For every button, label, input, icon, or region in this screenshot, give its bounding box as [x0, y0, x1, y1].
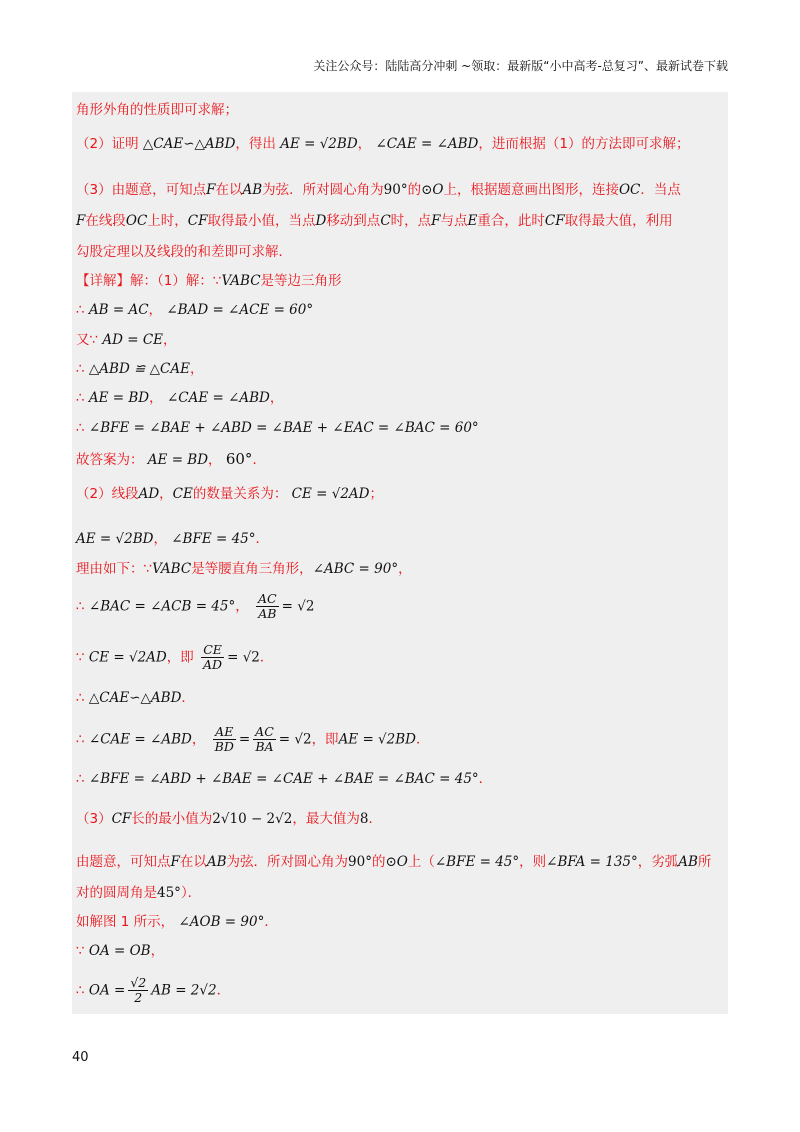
math: C: [380, 213, 391, 229]
math: AD = CE: [102, 332, 164, 348]
math: AE = BD: [147, 452, 209, 468]
text: 长的最小值为: [131, 811, 213, 827]
text: 又∵: [76, 332, 99, 348]
text: ．: [478, 771, 493, 787]
math: ∠AOB = 90°: [178, 914, 265, 930]
text: 的数量关系为：: [192, 486, 288, 502]
text: 取得最大值，利用: [564, 213, 673, 229]
text: 在线段: [85, 213, 126, 229]
math: CE = √2AD: [291, 486, 370, 502]
text: ，: [163, 332, 177, 348]
math: ∠CAE = ∠ABD: [88, 731, 192, 748]
math: F: [170, 854, 180, 870]
math: AD: [138, 486, 160, 502]
text: ∵: [143, 561, 153, 577]
math: 8: [359, 811, 369, 827]
math: ⊙O: [385, 854, 408, 870]
text: 取得最小值，当点: [207, 213, 316, 229]
text-line: [76, 301, 313, 319]
text-line: [76, 725, 430, 754]
math: ∠BFE = 45°: [434, 854, 520, 870]
text: ，即: [166, 649, 194, 666]
text: 所: [697, 854, 712, 870]
text: ，: [189, 361, 204, 377]
math: ∠CAE = ∠ABD: [375, 136, 479, 152]
text: ．: [259, 649, 274, 666]
text-line: [76, 643, 273, 672]
math: ∠CAE = ∠ABD: [166, 390, 270, 406]
math: ∠BAC = ∠ACB = 45°: [88, 598, 236, 615]
text: 在以: [179, 854, 207, 870]
text: ，: [153, 531, 167, 547]
math: OA = OB: [88, 943, 151, 959]
text-line: [76, 450, 266, 469]
text: 时，点: [390, 213, 432, 229]
text: 为弦．所对圆心角为: [226, 854, 349, 870]
text: （2）线段: [76, 486, 139, 502]
text: ．当点: [640, 182, 681, 198]
text: ∴: [76, 390, 85, 406]
math: VABC: [152, 561, 192, 577]
text-line: [76, 485, 383, 503]
text: ．: [255, 531, 270, 547]
text-line: [76, 913, 278, 931]
text: ，最大值为: [292, 811, 360, 827]
text: ，: [357, 136, 372, 152]
text: ，: [208, 452, 222, 468]
math: ∠BFE = ∠BAE + ∠ABD = ∠BAE + ∠EAC = ∠BAC = 60°: [88, 420, 479, 436]
denominator: BD: [214, 739, 234, 754]
text-line: [76, 419, 479, 437]
math: AE = BD: [88, 390, 150, 406]
math: CF: [187, 213, 208, 229]
math: 60°: [225, 450, 253, 468]
math: ∠BAD = ∠ACE = 60°: [166, 302, 314, 318]
numerator: AC: [255, 724, 274, 739]
math: AE = √2BD: [280, 136, 358, 152]
text: ．: [252, 452, 266, 468]
numerator: √2: [130, 975, 147, 990]
math: ∠ABC = 90°: [312, 561, 399, 577]
text-line: [76, 212, 673, 230]
math: ∠BFA = 135°: [546, 854, 638, 870]
math: F: [76, 213, 86, 229]
text-line: [76, 389, 283, 407]
text: ，: [191, 731, 206, 748]
fraction: [253, 725, 276, 754]
fraction: [256, 592, 279, 621]
text: ∴: [76, 598, 85, 615]
math: = √2: [278, 731, 312, 748]
denominator: AD: [203, 657, 223, 672]
math: = √2: [227, 649, 260, 666]
text: 的: [371, 854, 386, 870]
text: 重合，此时: [477, 213, 545, 229]
text: （3）: [76, 811, 112, 827]
text: ，即: [311, 731, 339, 748]
text: ，: [269, 390, 284, 406]
text: ，进而根据（1）的方法即可求解；: [478, 136, 690, 152]
text: 是等边三角形: [260, 273, 342, 289]
text: ．: [368, 811, 382, 827]
text: 对的圆周角是: [76, 885, 157, 901]
math: △CAE∽△ABD: [142, 136, 236, 152]
page-header: 关注公众号：陆陆高分冲刺 ~领取：最新版“小中高考-总复习”、最新试卷下载: [313, 59, 728, 73]
text-line: [76, 810, 382, 828]
math: AE = √2BD: [76, 531, 154, 547]
text: ．: [416, 731, 430, 748]
text: ∴: [76, 302, 85, 318]
math: AB = AC: [88, 302, 149, 318]
math: AE = √2BD: [338, 731, 416, 748]
text: ∵: [76, 649, 85, 666]
math: AB = 2√2: [151, 982, 217, 999]
text: ，: [149, 390, 163, 406]
math: CF: [111, 811, 132, 827]
text: 移动到点: [326, 213, 381, 229]
fraction: [213, 725, 236, 754]
math: ⊙O: [421, 182, 444, 198]
math: OC: [618, 182, 641, 198]
text: 在以: [215, 182, 243, 198]
math: =: [238, 731, 251, 748]
text: 勾股定理以及线段的和差即可求解．: [76, 244, 292, 260]
text-line: [76, 689, 195, 707]
denominator: BA: [255, 739, 274, 754]
text: ）．: [180, 885, 202, 901]
math: 45°: [157, 885, 181, 901]
math: △CAE∽△ABD: [88, 690, 182, 706]
math: VABC: [221, 273, 261, 289]
math: ∠BFE = 45°: [171, 531, 256, 547]
text: 为弦．所对圆心角为: [262, 182, 384, 198]
text-line: [76, 770, 492, 788]
denominator: 2: [134, 990, 143, 1005]
math: OA =: [88, 982, 126, 999]
math: △ABD ≌ △CAE: [88, 361, 190, 377]
text: 上（: [407, 854, 435, 870]
text: ，: [148, 302, 163, 318]
numerator: AC: [258, 591, 277, 606]
text: ∴: [76, 420, 85, 436]
math: OC: [125, 213, 148, 229]
text-line: [76, 592, 314, 621]
text-line: [76, 976, 230, 1005]
text-line: [76, 243, 292, 261]
text-line: [76, 884, 201, 902]
math: F: [206, 182, 216, 198]
text: 上，根据题意画出图形，连接: [443, 182, 619, 198]
text: ．: [181, 690, 195, 706]
text-line: [76, 560, 412, 578]
math: ∠BFE = ∠ABD + ∠BAE = ∠CAE + ∠BAE = ∠BAC = 45°: [88, 771, 479, 787]
denominator: AB: [258, 606, 277, 621]
text: ∴: [76, 731, 85, 748]
text: ∴: [76, 361, 85, 377]
text: 理由如下：: [76, 561, 144, 577]
math: = √2: [281, 598, 315, 615]
math: AB: [206, 854, 227, 870]
math: 90°: [383, 182, 408, 198]
math: AB: [678, 854, 698, 870]
text-line: [76, 135, 689, 153]
text-line: [76, 853, 711, 871]
text: ，劣弧: [637, 854, 679, 870]
text: ．: [264, 914, 278, 930]
math: CE: [172, 486, 193, 502]
text: （3）由题意，可知点: [76, 182, 207, 198]
solution-panel: [72, 92, 728, 1014]
text: ∵: [212, 273, 222, 289]
text-line: [76, 530, 269, 548]
math: 2√10 − 2√2: [212, 811, 293, 827]
math: 90°: [348, 854, 372, 870]
text: 【详解】解：（1）解：: [76, 273, 213, 289]
fraction: [128, 976, 148, 1005]
text: ．: [216, 982, 231, 999]
fraction: [201, 643, 224, 672]
text: 是等腰直角三角形，: [191, 561, 313, 577]
text: 由题意，可知点: [76, 854, 171, 870]
math: CE = √2AD: [88, 649, 167, 666]
text-line: [76, 331, 177, 349]
text: ∴: [76, 982, 85, 999]
math: AB: [242, 182, 263, 198]
text: 如解图 1 所示，: [76, 914, 175, 930]
text: ∵: [76, 943, 85, 959]
text: 的: [407, 182, 422, 198]
math: CF: [544, 213, 565, 229]
text: 上时，: [147, 213, 188, 229]
text: ∴: [76, 771, 85, 787]
text: ，: [398, 561, 412, 577]
numerator: AE: [213, 725, 236, 740]
text: 故答案为：: [76, 452, 144, 468]
text: ，则: [519, 854, 547, 870]
numerator: CE: [201, 643, 224, 658]
text: ，: [159, 486, 173, 502]
text-line: [76, 181, 681, 199]
text-line: [76, 272, 342, 290]
text-line: [76, 942, 164, 960]
text: ，: [150, 943, 165, 959]
math: E: [467, 213, 478, 229]
text-line: [76, 101, 238, 119]
math: F: [431, 213, 441, 229]
text-line: [76, 360, 203, 378]
text: ，: [235, 598, 249, 615]
text: 与点: [440, 213, 468, 229]
page-number: 40: [72, 1050, 89, 1065]
text: 角形外角的性质即可求解；: [76, 102, 238, 118]
text: ；: [369, 486, 383, 502]
text: ∴: [76, 690, 85, 706]
math: D: [315, 213, 327, 229]
text: （2）证明: [76, 136, 139, 152]
text: ，得出: [235, 136, 276, 152]
